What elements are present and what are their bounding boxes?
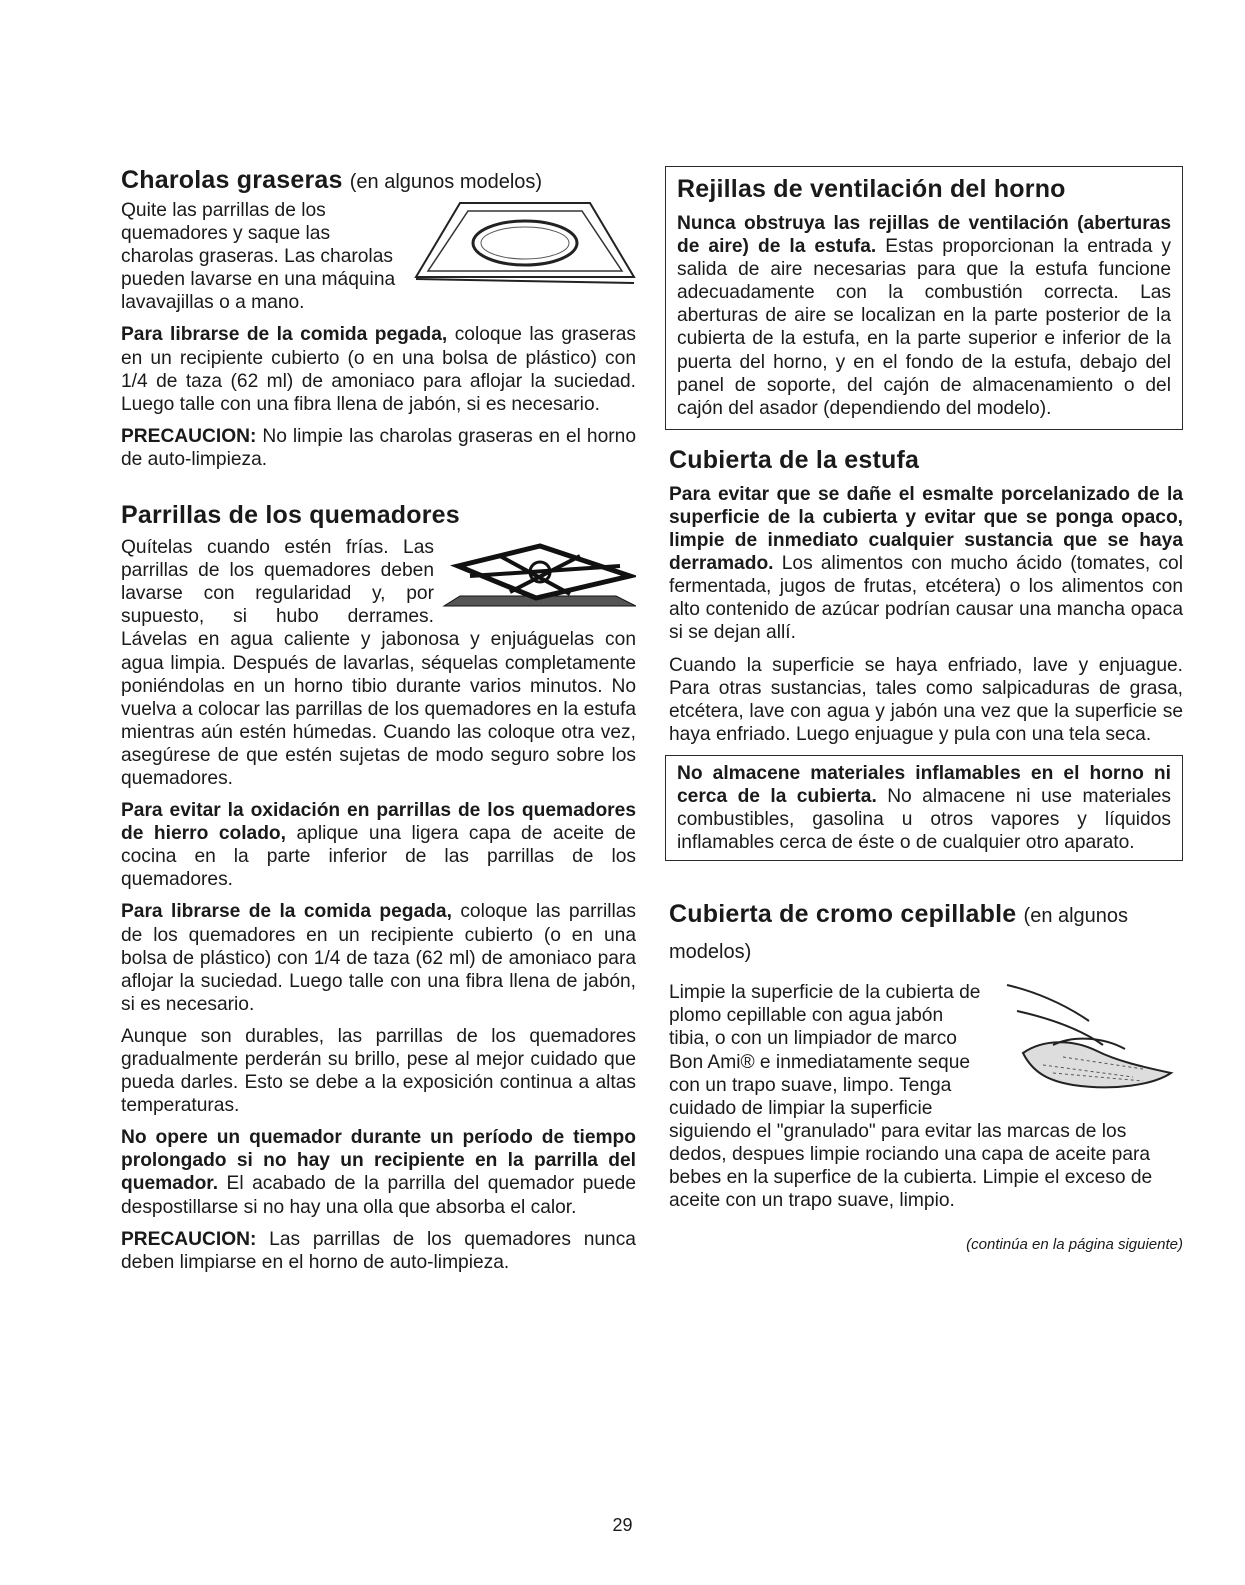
parrillas-comida-pegada: Para librarse de la comida pegada, coloque las parrillas de los quemadores en un recipiente cubierto (o en una bolsa de plástico) con 1/4 de taza (62 ml) de amoniaco para aflojar la suciedad. Luego talle con una fibra llena de jabón, si es necesario. [121,901,636,1015]
cubierta-paragraph-1: Para evitar que se dañe el esmalte porcelanizado de la superficie de la cubierta y evitar que se ponga opaco, limpie de inmediato cualquier sustancia que se haya derramado. Los alimentos con mucho ácido (tomates, col fermentada, jugos de frutas, etcétera) o los alimentos con alto contenido de azúcar podrían causar una mancha opaca si se dejan allí. [669,483,1183,644]
cleaning-cloth-hand-illustration [993,981,1183,1101]
cubierta-paragraph-2: Cuando la superficie se haya enfriado, lave y enjuague. Para otras sustancias, tales como salpicaduras de grasa, etcétera, lave con agua y jabón una vez que la superficie se haya enfriado. Luego enjuague y pula con una tela seca. [669,654,1183,745]
cromo-block [669,981,1183,1212]
charolas-intro-text: Quite las parrillas de los quemadores y saque las charolas graseras. Las charolas pueden lavarse en una máquina lavavajillas o a mano. [121,200,396,314]
burner-grate-illustration [440,536,636,608]
charolas-paragraph: Para librarse de la comida pegada, coloque las graseras en un recipiente cubierto (o en una bolsa de plástico) con 1/4 de taza (62 ml) de amoniaco para aflojar la suciedad. Luego talle con una fibra llena de jabón, si es necesario. [121,324,636,415]
drip-pan-illustration [410,199,636,289]
inflamables-warning-box [665,755,1183,861]
heading-parrillas-quemadores: Parrillas de los quemadores [121,501,460,530]
heading-cubierta-cromo: Cubierta de cromo cepillable (en algunos modelos) [669,900,1129,964]
rejillas-text: Nunca obstruya las rejillas de ventilación (aberturas de aire) de la estufa. Estas proporcionan la entrada y salida de aire necesarias para que la estufa funcione adecuadamente con la combustión correcta. Las aberturas de aire se localizan en la parte posterior de la cubierta de la estufa, en la parte superior e inferior de la puerta del horno, y en el fondo de la estufa, debajo del panel de soporte, del cajón de almacenamiento o del cajón del asador (dependiendo del modelo). [677,213,1171,419]
charolas-intro-block [121,199,636,314]
cromo-text: Limpie la superficie de la cubierta de plomo cepillable con agua jabón tibia, o con un limpiador de marco Bon Ami® e inmediatamente seque con un trapo suave, limpo. Tenga cuidado de limpiar la superficie siguiendo el "granulado" para evitar las marcas de los dedos, despues limpie rociando una capa de aceite para bebes en la superfice de la cubierta. Limpie el exceso de aceite con un trapo suave, limpio. [669,982,1153,1212]
parrillas-no-opere: No opere un quemador durante un período de tiempo prolongado si no hay un recipiente en la parrilla del quemador. El acabado de la parrilla del quemador puede despostillarse si no hay una olla que absorba el calor. [121,1127,636,1218]
parrillas-durables: Aunque son durables, las parrillas de los quemadores gradualmente perderán su brillo, pese al mejor cuidado que pueda darles. Esto se debe a la exposición continua a altas temperaturas. [121,1025,636,1117]
page-number: 29 [612,1515,633,1535]
parrillas-precaucion: PRECAUCION: Las parrillas de los quemadores nunca deben limpiarse en el horno de auto-limpieza. [121,1228,636,1273]
heading-rejillas-ventilacion: Rejillas de ventilación del horno [677,175,1066,203]
parrillas-intro-block [121,536,636,790]
parrillas-intro-text: Quítelas cuando estén frías. Las parrillas de los quemadores deben lavarse con regularidad y, por supuesto, si hubo derrames. Lávelas en agua caliente y jabonosa y enjuáguelas con agua limpia. Después de lavarlas, séquelas completamente poniéndolas en un horno tibio durante varios minutos. No vuelva a colocar las parrillas de los quemadores en la estufa mientras aún estén húmedas. Cuando las coloque otra vez, asegúrese de que estén sujetas de modo seguro sobre los quemadores. [121,537,636,789]
rejillas-box [665,166,1183,430]
heading-cubierta-estufa: Cubierta de la estufa [669,445,920,474]
continued-note: (continúa en la página siguiente) [966,1236,1183,1254]
right-column [669,166,1183,1253]
heading-charolas-graseras: Charolas graseras (en algunos modelos) [121,166,543,194]
left-column [121,166,636,1283]
parrillas-oxidacion: Para evitar la oxidación en parrillas de los quemadores de hierro colado, aplique una ligera capa de aceite de cocina en la parte inferior de las parrillas de los quemadores. [121,800,636,891]
inflamables-warning-text: No almacene materiales inflamables en el horno ni cerca de la cubierta. No almacene ni use materiales combustibles, gasolina u otros vapores y líquidos inflamables cerca de éste o de cualquier otro aparato. [677,762,1171,854]
charolas-precaucion: PRECAUCION: No limpie las charolas graseras en el horno de auto-limpieza. [121,425,636,470]
